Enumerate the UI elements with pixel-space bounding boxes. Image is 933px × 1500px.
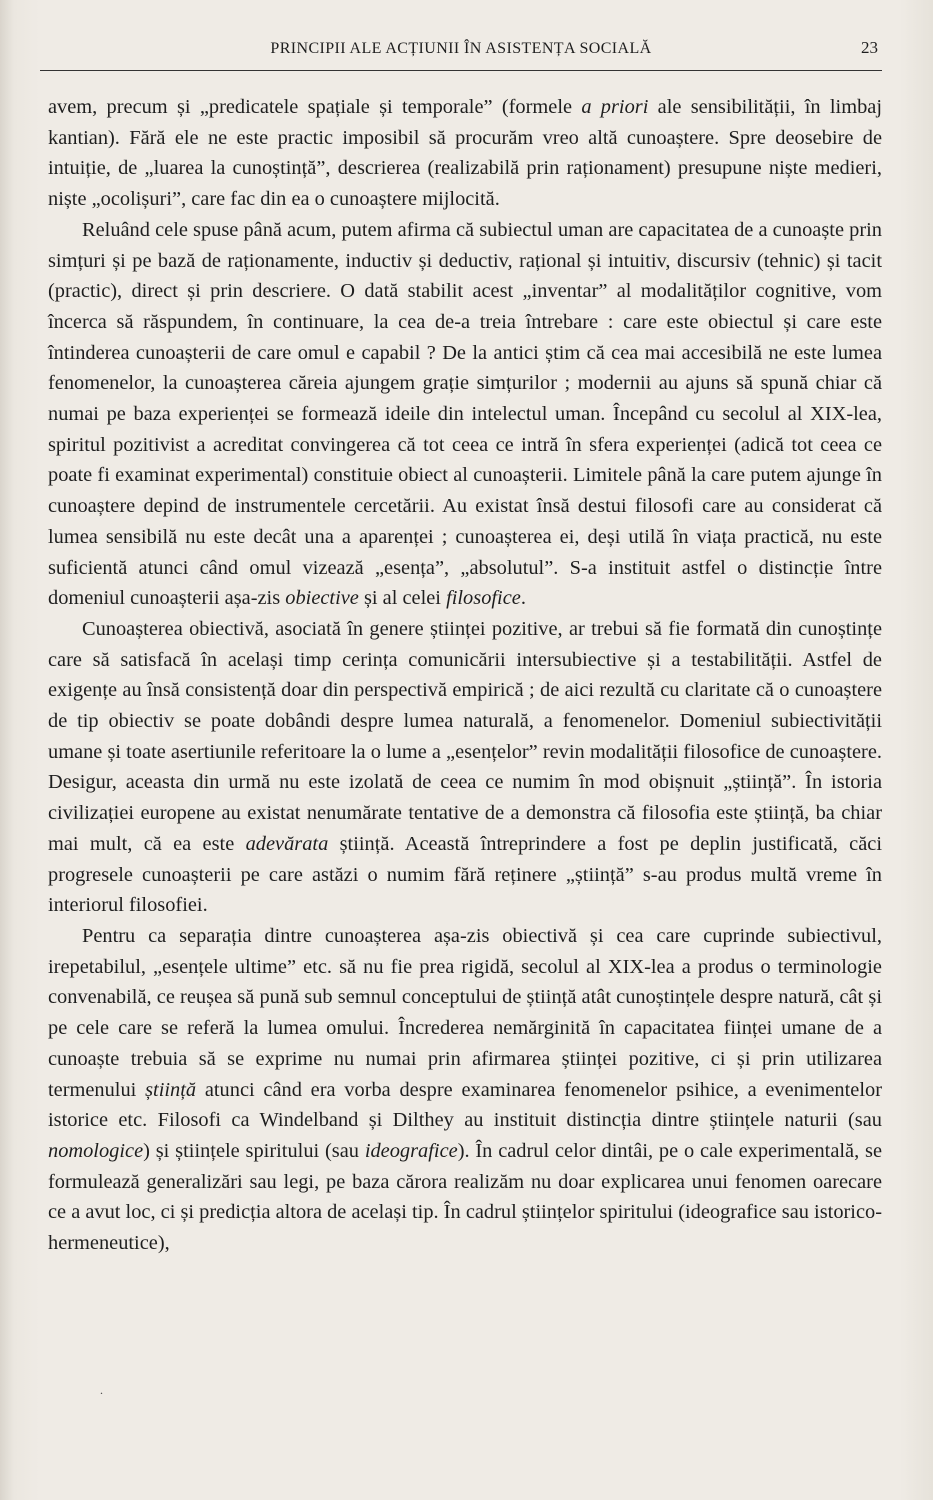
text-segment: Pentru ca separația dintre cunoașterea așa-zis obiectivă și cea care cuprinde subiectivul, irepetabilul, „esențele ultime” etc. să nu fie prea rigidă, secolul al XIX-lea a produs o terminologie convenabilă, ce reușea să pună sub semnul conceptului de știință atât cunoștințele despre natură, cât și pe cele care se referă la lumea omului. Încrederea nemărginită în capacitatea ființei umane de a cunoaște trebuia să se exprime nu numai prin afirmarea științei pozitive, ci și prin utilizarea termenului: [48, 924, 882, 1101]
text-segment: Reluând cele spuse până acum, putem afirma că subiectul uman are capacitatea de a cunoaște prin simțuri și pe bază de raționamente, inductiv și deductiv, rațional și intuitiv, discursiv (tehnic) și tacit (practic), direct și prin descriere. O dată stabilit acest „inventar” al modalităților cognitive, vom încerca să răspundem, în continuare, la cea de-a treia întrebare : care este obiectul și care este întinderea cunoașterii de care omul e capabil ? De la antici știm că cea mai accesibilă ne este lumea fenomenelor, la cunoașterea căreia ajungem grație simțurilor ; modernii au ajuns să spună chiar că numai pe baza experienței se formează ideile din intelectul uman. Începând cu secolul al XIX-lea, spiritul pozitivist a acreditat convingerea că tot ceea ce intră în sfera experienței (adică tot ceea ce poate fi examinat experimental) constituie obiect al cunoașterii. Limitele până la care putem ajunge în cunoaștere depind de instrumentele cercetării. Au existat însă destui filosofi care au considerat că lumea sensibilă nu este decât una a aparenței ; cunoașterea ei, deși utilă în viața practică, nu este suficientă atunci când omul vizează „esența”, „absolutul”. S-a instituit astfel o distincție între domeniul cunoașterii așa-zis: [48, 218, 882, 610]
text-segment: atunci când era vorba despre examinarea fenomenelor psihice, a evenimentelor istorice etc. Filosofi ca Windelband și Dilthey au instituit distincția dintre științele naturii (sau: [48, 1078, 882, 1132]
text-segment: avem, precum și „predicatele spațiale și temporale” (formele: [48, 96, 582, 118]
italic-text: nomologice: [48, 1139, 144, 1162]
text-segment: și al celei: [358, 587, 447, 610]
paragraph: [48, 92, 882, 215]
text-segment: .: [520, 587, 526, 610]
text-segment: Cunoașterea obiectivă, asociată în genere științei pozitive, ar trebui să fie formată din cunoștințe care să satisfacă în același timp cerința comunicării intersubiective și a testabilității. Astfel de exigențe au însă consistență doar din perspectivă empirică ; de aici rezultă cu claritate că o cunoaștere de tip obiectiv se poate dobândi despre lumea naturală, a fenomenelor. Domeniul subiectivității umane și toate asertiunile referitoare la o lume a „esențelor” revin modalității filosofice de cunoaștere. Desigur, aceasta din urmă nu este izolată de ceea ce numim în mod obișnuit „știință”. În istoria civilizației europene au existat nenumărate tentative de a demonstra că filosofia este știință, ba chiar mai mult, că ea este: [48, 617, 882, 855]
running-title: PRINCIPII ALE ACȚIUNII ÎN ASISTENȚA SOCIALĂ: [270, 40, 652, 57]
paragraph: [48, 921, 882, 1259]
italic-text: filosofice: [446, 587, 521, 610]
paragraph: [48, 614, 882, 921]
stray-mark: .: [100, 1383, 103, 1397]
page-header: [40, 34, 882, 71]
italic-text: adevărata: [245, 832, 329, 855]
text-segment: știință. Această întreprindere a fost pe deplin justificată, căci progresele cunoașterii pe care astăzi o numim fără reținere „știință” s-au produs multă vreme în interiorul filosofiei.: [48, 832, 882, 917]
italic-text: știință: [145, 1078, 197, 1101]
page-number: 23: [861, 38, 878, 57]
italic-text: a priori: [581, 96, 649, 118]
text-segment: ). În cadrul celor dintâi, pe o cale experimentală, se formulează generalizări sau legi, pe baza cărora realizăm nu doar explicarea unui fenomen oarecare ce a avut loc, ci și predicția altora de același tip. În cadrul științelor spiritului (ideografice sau istorico-hermeneutice),: [48, 1139, 883, 1255]
italic-text: obiective: [285, 587, 359, 610]
body-text: [48, 92, 882, 1259]
text-segment: ) și științele spiritului (sau: [143, 1139, 365, 1162]
italic-text: ideografice: [364, 1139, 458, 1162]
text-segment: ale sensibilității, în limbaj kantian). Fără ele ne este practic imposibil să procurăm vreo altă cunoaștere. Spre deosebire de intuiție, de „luarea la cunoștință”, descrierea (realizabilă prin raționament) presupune niște medieri, niște „ocolișuri”, care fac din ea o cunoaștere mijlocită.: [48, 96, 882, 211]
paragraph: [48, 215, 882, 614]
